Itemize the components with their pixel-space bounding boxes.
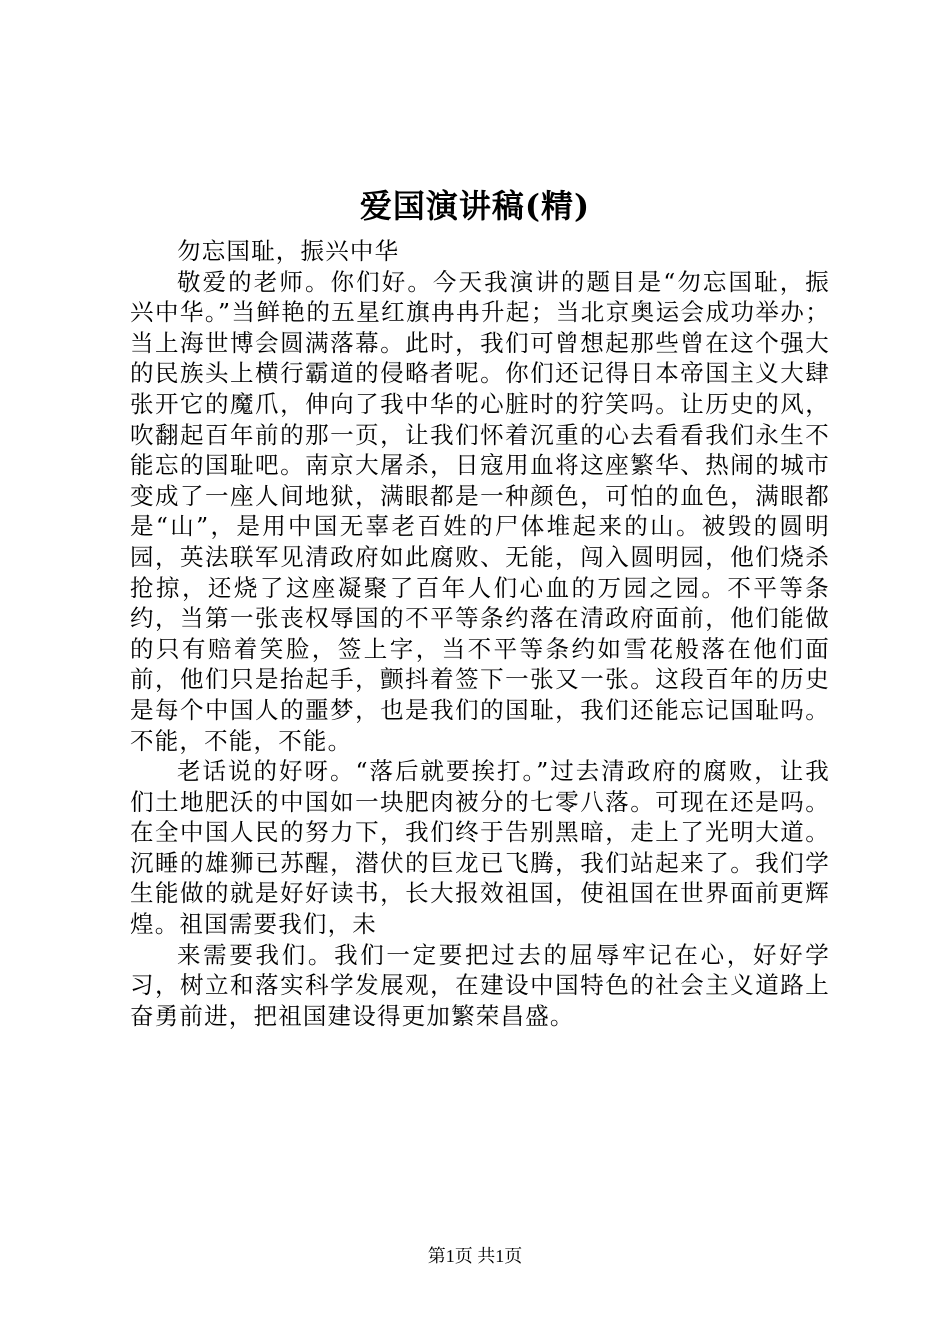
paragraph-subtitle: 勿忘国耻，振兴中华: [177, 237, 400, 265]
document-body: [130, 236, 830, 1031]
paragraph: 敬爱的老师。你们好。今天我演讲的题目是“勿忘国耻，振兴中华。”当鲜艳的五星红旗冉冉升起；当北京奥运会成功举办；当上海世博会圆满落幕。此时，我们可曾想起那些曾在这个强大的民族头上横行霸道的侵略者呢。你们还记得日本帝国主义大肆张开它的魔爪，伸向了我中华的心脏时的狞笑吗。让历史的风，吹翻起百年前的那一页，让我们怀着沉重的心去看看我们永生不能忘的国耻吧。南京大屠杀，日寇用血将这座繁华、热闹的城市变成了一座人间地狱，满眼都是一种颜色，可怕的血色，满眼都是“山”，是用中国无辜老百姓的尸体堆起来的山。被毁的圆明园，英法联军见清政府如此腐败、无能，闯入圆明园，他们烧杀抢掠，还烧了这座凝聚了百年人们心血的万园之园。不平等条约，当第一张丧权辱国的不平等条约落在清政府面前，他们能做的只有赔着笑脸，签上字，当不平等条约如雪花般落在他们面前，他们只是抬起手，颤抖着签下一张又一张。这段百年的历史是每个中国人的噩梦，也是我们的国耻，我们还能忘记国耻吗。不能，不能，不能。: [130, 267, 830, 755]
page-title: 爱国演讲稿(精): [359, 187, 591, 225]
paragraph: 来需要我们。我们一定要把过去的屈辱牢记在心，好好学习，树立和落实科学发展观，在建设中国特色的社会主义道路上奋勇前进，把祖国建设得更加繁荣昌盛。: [130, 940, 830, 1030]
page-footer: 第1页 共1页: [427, 1246, 523, 1266]
paragraph: 老话说的好呀。“落后就要挨打。”过去清政府的腐败，让我们土地肥沃的中国如一块肥肉被分的七零八落。可现在还是吗。在全中国人民的努力下，我们终于告别黑暗，走上了光明大道。沉睡的雄狮已苏醒，潜伏的巨龙已飞腾，我们站起来了。我们学生能做的就是好好读书，长大报效祖国，使祖国在世界面前更辉煌。祖国需要我们，未: [130, 757, 830, 939]
